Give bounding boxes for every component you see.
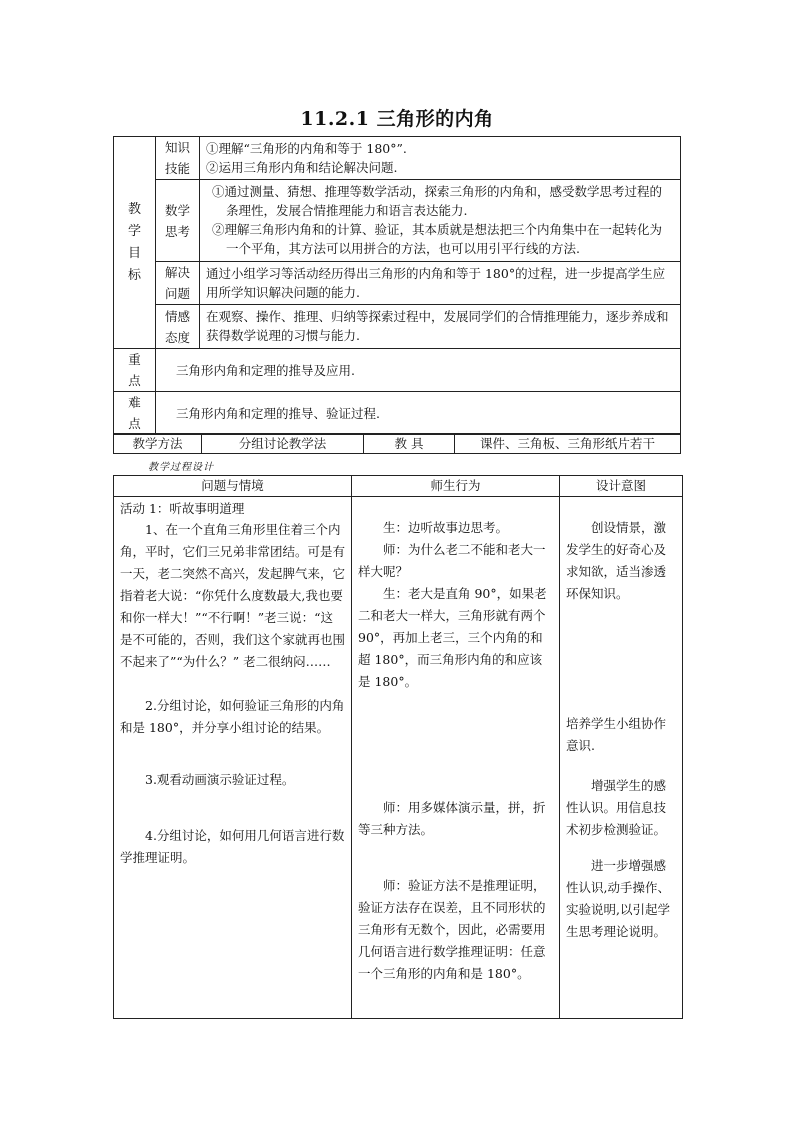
objective-label-attitude [156,305,200,349]
objective-label-text: 数学思考 [164,202,190,239]
action-line: 生：老大是直角 90°，如果老二和老大一样大，三角形就有两个 90°，再加上老三，三个内角的和超 180°，而三角形内角的和应该是 180°。 [358,586,547,689]
objective-content-knowledge [200,137,681,180]
methods-value: 分组讨论教学法 [202,434,364,454]
action-line: 生：边听故事边思考。 [383,520,509,535]
process-table [113,475,683,1019]
header-intent: 设计意图 [560,476,683,497]
action-column [352,497,560,1019]
problem-4: 4.分组讨论，如何用几何语言进行数学推理证明。 [120,828,345,865]
difficult-point-label [114,392,156,435]
intent-column [560,497,683,1019]
objective-line: ②理解三角形内角和的计算、验证，其本质就是想法把三个内角集中在一起转化为一个平角，其方法可以用拼合的方法，也可以用引平行线的方法. [212,222,663,256]
intent-4: 进一步增强感性认识,动手操作、实验说明,以引起学生思考理论说明。 [566,858,670,939]
objective-label-thinking [156,180,200,262]
methods-label: 教学方法 [114,434,202,454]
objective-line: ①理解“三角形的内角和等于 180°”. [206,141,407,156]
methods-table [113,433,681,454]
header-problem: 问题与情境 [114,476,352,497]
objective-line: 通过小组学习等活动经历得出三角形的内角和等于 180°的过程，进一步提高学生应用所学知识解决问题的能力. [206,266,666,300]
objective-line: ①通过测量、猜想、推理等数学活动，探索三角形的内角和，感受数学思考过程的条理性，发展合情推理能力和语言表达能力. [212,184,663,218]
problem-column [114,497,352,1019]
action-line: 师：为什么老二不能和老大一样大呢？ [358,542,546,579]
tools-value: 课件、三角板、三角形纸片若干 [455,434,681,454]
action-3: 师：用多媒体演示量，拼，折等三种方法。 [358,800,546,837]
key-point-label-text: 重点 [128,352,141,388]
header-action: 师生行为 [352,476,560,497]
problem-3: 3.观看动画演示验证过程。 [145,772,295,787]
page-title: 11.2.1 三角形的内角 [300,108,494,130]
objective-line: 在观察、操作、推理、归纳等探索过程中，发展同学们的合情推理能力，逐步养成和获得数学说理的习惯与能力. [206,309,669,343]
action-4: 师：验证方法不是推理证明，验证方法存在误差，且不同形状的三角形有无数个，因此，必需要用几何语言进行数学推理证明：任意一个三角形的内角和是 180°。 [358,878,546,981]
intent-2: 培养学生小组协作意识. [566,716,667,753]
problem-2: 2.分组讨论，如何验证三角形的内角和是 180°，并分享小组讨论的结果。 [120,698,345,735]
intent-3: 增强学生的感性认识。用信息技术初步检测验证。 [566,778,667,837]
objective-content-problem [200,262,681,305]
key-point-label [114,349,156,392]
key-point-text: 三角形内角和定理的推导及应用. [156,349,681,392]
objective-label-problem [156,262,200,305]
objective-label-text: 解决问题 [164,265,190,301]
activity-title: 活动 1：听故事明道理 [120,501,245,516]
objectives-table [113,136,681,435]
objective-content-attitude [200,305,681,349]
objective-label-text: 情感态度 [164,308,190,345]
objectives-group-text: 教学目标 [127,201,141,283]
action-1 [358,517,553,693]
objectives-group-label [114,137,156,349]
difficult-point-text: 三角形内角和定理的推导、验证过程. [156,392,681,435]
objective-content-thinking [200,180,681,262]
tools-label: 教 具 [364,434,455,454]
process-note: 教学过程设计 [148,462,214,473]
problem-1: 1、在一个直角三角形里住着三个内角，平时，它们三兄弟非常团结。可是有一天，老二突然不高兴，发起脾气来，它指着老大说：“你凭什么度数最大,我也要和你一样大！”“不行啊！”老三说：“这是不可能的，否则，我们这个家就再也围不起来了”“为什么？” 老二很纳闷…… [120,522,346,669]
intent-1: 创设情景，激发学生的好奇心及求知欲，适当渗透环保知识。 [566,520,667,601]
objective-label-knowledge [156,137,200,180]
difficult-point-label-text: 难点 [128,395,141,431]
objective-label-text: 知识技能 [164,140,190,176]
objective-line: ②运用三角形内角和结论解决问题. [206,160,398,175]
